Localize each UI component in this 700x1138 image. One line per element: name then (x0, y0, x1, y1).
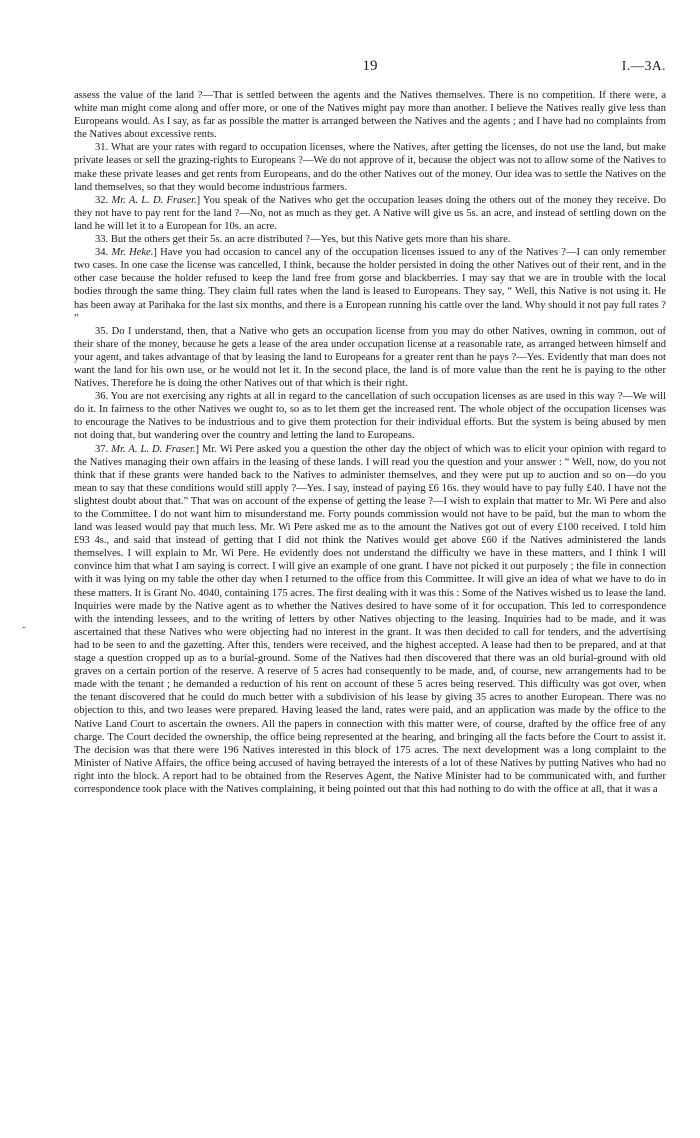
paragraph-37 (74, 443, 666, 797)
paragraph-text: 33. But the others get their 5s. an acre distributed ?—Yes, but this Native gets more than his share. (95, 234, 511, 246)
paragraph-text: ] Have you had occasion to cancel any of the occupation licenses issued to any of the Natives ?—I can only remember two cases. In one case the license was cancelled, I think, because the holder persisted in doing the other Natives out of their rent, and in the other case because the holder refused to keep the land free from gorse and blackberries. I may say that we are in trouble with the local bodies through the same thing. They claim full rates when the land is leased to Europeans. They say, “ Well, this Native is not using it. He has been away at Parihaka for the last six months, and there is a European running his cattle over the land. Why should it not pay full rates ? ” (74, 247, 666, 324)
paragraph-text: 35. Do I understand, then, that a Native who gets an occupation license from you may do other Natives, owning in common, out of their share of the money, because he gets a lease of the area under occupation license at a reasonable rate, as arranged between himself and your agent, and takes advantage of that by leasing the land to Europeans for a greater rent than he pays ?—Yes. Evidently that man does not want the land for his own use, or he would not let it. In the second place, the land is of more value than the rent he is paying to the other Natives. Therefore he is doing the other Natives out of that which is their right. (74, 325, 666, 390)
paragraph-prefix: 37. (95, 443, 112, 455)
paragraph-34 (74, 246, 666, 325)
speaker-name: Mr. A. L. D. Fraser. (111, 194, 197, 206)
page-header (74, 58, 666, 78)
paper-reference: I.—3A. (621, 58, 666, 73)
speaker-name: Mr. A. L. D. Fraser. (111, 443, 196, 455)
paragraph-text: 31. What are your rates with regard to occupation licenses, where the Natives, after getting the licenses, do not use the land, but make private leases or sell the grazing-rights to Europeans ?—We do not approve of it, because the object was not to allow some of the Natives to make these private leases and get rents from Europeans, and do the other Natives out of the money. Our idea was to settle the Natives on the land themselves, so that they would become industrious farmers. (74, 142, 666, 193)
paragraph-31 (74, 141, 666, 193)
paragraph-text: 36. You are not exercising any rights at all in regard to the cancellation of such occupation licenses as are used in this way ?—We will do it. In fairness to the other Natives we ought to, so as to let them get the increased rent. The whole object of the occupation licenses was to encourage the Natives to be industrious and to give them protection for their individual efforts. But the system is being abused by men not doing that, but wandering over the country and letting the land to Europeans. (74, 391, 666, 442)
speaker-name: Mr. Heke. (111, 247, 154, 259)
paragraph-text: assess the value of the land ?—That is settled between the agents and the Natives themselves. There is no competition. If there were, a white man might come along and offer more, or one of the Natives might pay more than another. I believe the Natives really give less than Europeans would. As I say, as far as possible the matter is arranged between the Natives and the agents ; and I have had no complaints from the Natives about excessive rents. (74, 90, 666, 141)
paragraph-prefix: 32. (95, 194, 112, 206)
paragraph-33 (74, 233, 666, 246)
paragraph-36 (74, 390, 666, 442)
paragraph-continued (74, 89, 666, 141)
page-number: 19 (362, 58, 378, 74)
body-text (74, 89, 666, 796)
paragraph-32 (74, 194, 666, 233)
margin-mark: - (22, 621, 26, 633)
paragraph-35 (74, 325, 666, 390)
paragraph-prefix: 34. (95, 247, 112, 259)
paragraph-text: ] Mr. Wi Pere asked you a question the other day the object of which was to elicit your opinion with regard to the Natives managing their own affairs in the leasing of these lands. I will read you the question and your answer : “ Well, now, do you not think that if these grants were handed back to the Natives to administer themselves, and they were put up to auction and so on—do you mean to say that these conditions would still apply ?—Yes. I say, instead of paying £6 16s. they would have to pay fully £40. I have not the slightest doubt about that.” That was on account of the expense of getting the lease ?—I wish to explain that matter to Mr. Wi Pere and also to the Committee. I do not want him to misunderstand me. Forty pounds commission would not have to be paid, but the man to whom the land was leased would pay that much less. Mr. Wi Pere asked me as to the amount the Natives got out of every £100 received. I told him £93 4s., and said that instead of getting that I did not think the Natives would get above £60 if the Natives administered the lands themselves. I will explain to Mr. Wi Pere. He evidently does not understand the difficulty we have in these matters, and I think I will convince him that what I am saying is correct. I will give an example of one grant. I have not picked it out purposely ; the file in connection with it was lying on my table the other day when I returned to the office from this Committee. It will give an idea of what we have to do in these matters. It is Grant No. 4040, containing 175 acres. The first dealing with it was this : Some of the Natives wished us to lease the land. Inquiries were made by the Native agent as to whether the Natives desired to have some of it for occupation. This led to correspondence with the intending lessees, and to the writing of letters by other Natives objecting to the leasing. Inquiries had to be made, and it was ascertained that these Natives who were objecting had no interest in the grant. It was then decided to call for tenders, and the advertising had to be seen to and the gazetting. After this, tenders were received, and the highest accepted. A lease had then to be prepared, and at that stage a question cropped up as to a burial-ground. Some of the Natives had then discovered that there was an old burial-ground with old graves on a certain portion of the reserve. A reserve of 5 acres had consequently to be made, and, of course, new arrangements had to be made with the tenant ; he demanded a reduction of his rent on account of these 5 acres being reserved. This difficulty was got over, when the tenant discovered that he could do much better with a subdivision of his lease by giving 35 acres to another European. There was no objection to this, and two leases were prepared. Having leased the land, rates were paid, and an application was made by the office to the Native Land Court to ascertain the owners. All the papers in connection with this matter were, of course, drafted by the office free of any charge. The Court decided the ownership, the office being represented at the hearing, and bringing all the facts before the Court to assist it. The decision was that there were 196 Natives interested in this block of 175 acres. The next development was a long complaint to the Minister of Native Affairs, the office being accused of having betrayed the interests of a lot of these Natives by putting Natives who had no right into the block. A report had to be obtained from the Reserves Agent, the Native Minister had to be communicated with, and further correspondence took place with the Natives complaining, it being pointed out that this had nothing to do with the office at all, that it was a (74, 443, 666, 795)
paragraph-text: ] You speak of the Natives who get the occupation leases doing the others out of the money they receive. Do they not have to pay rent for the land ?—No, not as much as they get. A Native will give us 5s. an acre, and instead of settling down on the land he will let it to a European for 10s. an acre. (74, 194, 666, 232)
